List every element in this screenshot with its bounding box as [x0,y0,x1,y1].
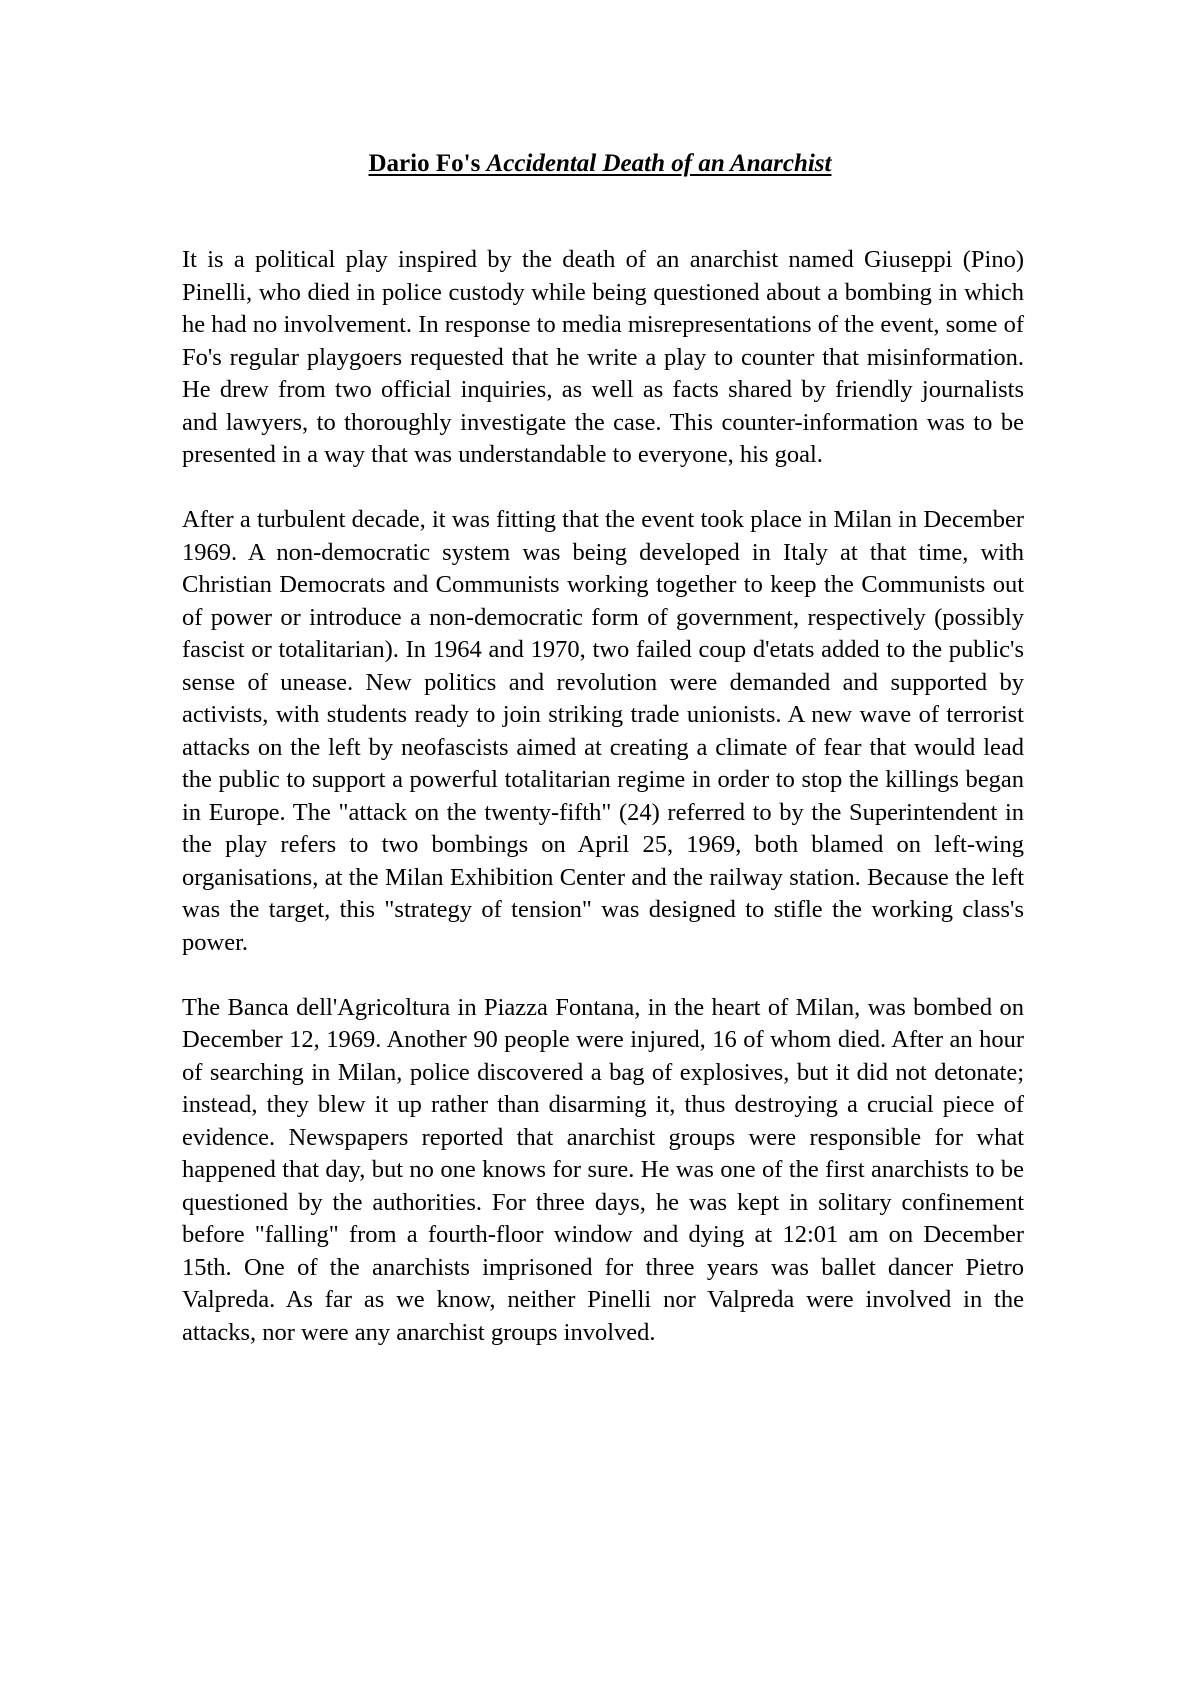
title-italic: Accidental Death of an Anarchist [486,150,832,177]
paragraph-2: After a turbulent decade, it was fitting that the event took place in Milan in December 1969. A non-democratic system was being developed in Italy at that time, with Christian Democrats and Communists working together to keep the Communists out of power or introduce a non-democratic form of government, respectively (possibly fascist or totalitarian). In 1964 and 1970, two failed coup d'etats added to the public's sense of unease. New politics and revolution were demanded and supported by activists, with students ready to join striking trade unionists. A new wave of terrorist attacks on the left by neofascists aimed at creating a climate of fear that would lead the public to support a powerful totalitarian regime in order to stop the killings began in Europe. The "attack on the twenty-fifth" (24) referred to by the Superintendent in the play refers to two bombings on April 25, 1969, both blamed on left-wing organisations, at the Milan Exhibition Center and the railway station. Because the left was the target, this "strategy of tension" was designed to stifle the working class's power. [182,506,1024,956]
paragraph-3: The Banca dell'Agricoltura in Piazza Fontana, in the heart of Milan, was bombed on December 12, 1969. Another 90 people were injured, 16 of whom died. After an hour of searching in Milan, police discovered a bag of explosives, but it did not detonate; instead, they blew it up rather than disarming it, thus destroying a crucial piece of evidence. Newspapers reported that anarchist groups were responsible for what happened that day, but no one knows for sure. He was one of the first anarchists to be questioned by the authorities. For three days, he was kept in solitary confinement before "falling" from a fourth-floor window and dying at 12:01 am on December 15th. One of the anarchists imprisoned for three years was ballet dancer Pietro Valpreda. As far as we know, neither Pinelli nor Valpreda were involved in the attacks, nor were any anarchist groups involved. [182,993,1024,1346]
document-body [182,244,1024,1382]
title-prefix: Dario Fo's [368,150,487,177]
document-title [0,148,1200,180]
paragraph-1: It is a political play inspired by the death of an anarchist named Giuseppi (Pino) Pinelli, who died in police custody while being questioned about a bombing in which he had no involvement. In response to media misrepresentations of the event, some of Fo's regular playgoers requested that he write a play to counter that misinformation. He drew from two official inquiries, as well as facts shared by friendly journalists and lawyers, to thoroughly investigate the case. This counter-information was to be presented in a way that was understandable to everyone, his goal. [182,246,1024,468]
